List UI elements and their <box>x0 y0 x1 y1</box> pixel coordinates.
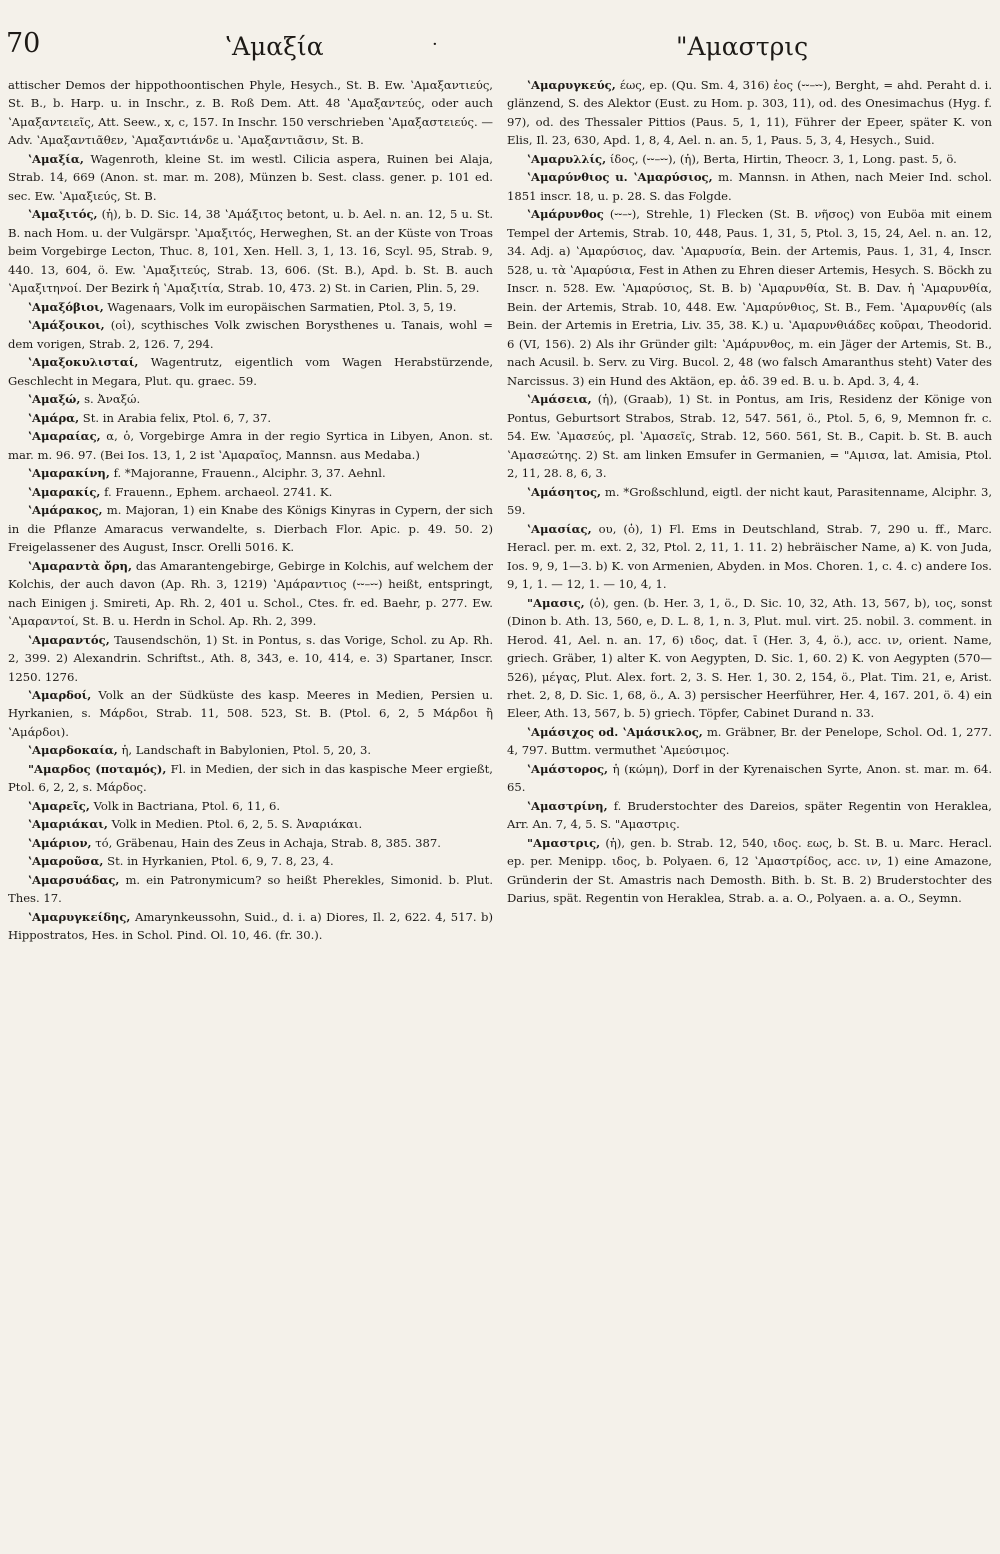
dictionary-entry <box>8 150 493 205</box>
entry-lemma: ʽΑμαραντὰ ὄρη, <box>28 558 132 573</box>
entry-text: s. Ἀναξώ. <box>84 392 141 407</box>
entry-text: (ἡ), (Graab), 1) St. in Pontus, am Iris, Residenz der Könige von Pontus, Geburtsort Strabos, Strab. 12, 547. 561, ö., Ptol. 5, 6, 9, Memnon fr. c. 54. Ew. ʽΑμασεύς, pl. ʽΑμασεῖς, Strab. 12, 560. 561, St. B., Capit. b. St. B. auch ʽΑμασεώτης. 2) St. am linken Emsufer in Germanien, = "Αμισα, lat. Amisia, Ptol. 2, 11, 28. 8, 6, 3. <box>507 392 992 481</box>
dictionary-entry <box>8 834 493 852</box>
dictionary-entry <box>8 353 493 390</box>
dictionary-entry <box>507 150 992 168</box>
dictionary-entry <box>8 871 493 908</box>
header-dot: · <box>432 34 438 55</box>
dictionary-entry <box>8 741 493 759</box>
entry-text: (⏑⏑–⏑), Strehle, 1) Flecken (St. B. νῆσος) von Euböa mit einem Tempel der Artemis, Strab. 10, 448, Paus. 1, 31, 5, Ptol. 3, 15, 24, Ael. n. an. 12, 34. Adj. a) ʽΑμαρύσιος, dav. ʽΑμαρυσία, Bein. der Artemis, Paus. 1, 31, 4, Inscr. 528, u. τὰ ʽΑμαρύσια, Fest in Athen zu Ehren dieser Artemis, Hesych. S. Böckh zu Inscr. n. 528. Ew. ʽΑμαρύσιος, St. B. b) ʽΑμαρυνθία, St. B. Dav. ἡ ʽΑμαρυνθία, Bein. der Artemis, Strab. 10, 448. Ew. ʽΑμαρύνθιος, St. B., Fem. ʽΑμαρυνθίς (als Bein. der Artemis in Eretria, Liv. 35, 38. K.) u. ʽΑμαρυνθιάδες κοῦραι, Theodorid. 6 (VI, 156). 2) Als ihr Gründer gilt: ʽΑμάρυνθος, m. ein Jäger der Artemis, St. B., nach Acusil. b. Serv. zu Virg. Bucol. 2, 48 (wo falsch Amaranthus steht) Vater des Narcissus. 3) ein Hund des Aktäon, ep. ἀδ. 39 ed. B. u. b. Apd. 3, 4, 4. <box>507 207 992 388</box>
entry-text: m. *Großschlund, eigtl. der nicht kaut, Parasitenname, Alciphr. 3, 59. <box>507 484 992 518</box>
entry-lemma: ʽΑμαρυγκείδης, <box>28 909 131 924</box>
dictionary-entry <box>8 686 493 741</box>
entry-lemma: ʽΑμαρδοί, <box>28 687 92 702</box>
dictionary-entry <box>507 760 992 797</box>
dictionary-entry <box>8 797 493 815</box>
entry-lemma: ʽΑμαξοκυλισταί, <box>28 355 139 370</box>
entry-lemma: ʽΑμαξόβιοι, <box>28 299 104 314</box>
entry-lemma: ʽΑμάξοικοι, <box>28 318 105 333</box>
entry-lemma: ʽΑμαρεῖς, <box>28 798 90 813</box>
entry-lemma: ʽΑμάσητος, <box>527 484 602 499</box>
entry-lemma: ʽΑμαρύνθιος u. ʽΑμαρύσιος, <box>527 170 713 185</box>
entry-lemma: ʽΑμαροῦσα, <box>28 854 104 869</box>
dictionary-entry <box>8 205 493 297</box>
entry-lemma: ʽΑμάρα, <box>28 410 80 425</box>
entry-text: Tausendschön, 1) St. in Pontus, s. das Vorige, Schol. zu Ap. Rh. 2, 399. 2) Alexandrin. Schriftst., Ath. 8, 343, e. 10, 414, e. 3) Spartaner, Inscr. 1250. 1276. <box>8 632 493 684</box>
entry-text: f. Bruderstochter des Dareios, später Regentin von Herakleа, Arr. An. 7, 4, 5. S. "Αμαστρις. <box>507 798 992 832</box>
entry-text: St. in Arabia felix, Ptol. 6, 7, 37. <box>82 410 272 425</box>
entry-lemma: ʽΑμαρδοκαία, <box>28 743 118 758</box>
entry-lemma: ʽΑμάστορος, <box>527 761 609 776</box>
dictionary-entry <box>507 723 992 760</box>
dictionary-entry <box>8 631 493 686</box>
entry-text: (ἡ), b. D. Sic. 14, 38 ʽΑμάξιτος betont, u. b. Ael. n. an. 12, 5 u. St. B. nach Hom. u. der Vulgärspr. ʽΑμαξιτός, Herweghen, St. an der Küste von Troas beim Vorgebirge Lecton, Thuc. 8, 101, Xen. Hell. 3, 1, 13. 16, Scyl. 95, Strab. 9, 440. 13, 604, ö. Ew. ʽΑμαξιτεύς, Strab. 13, 606. (St. B.), Apd. b. St. B. auch ʽΑμαξιτηνοί. Der Bezirk ἡ ʽΑμαξιτία, Strab. 10, 473. 2) St. in Carien, Plin. 5, 29. <box>8 207 493 296</box>
entry-lemma: ʽΑμάσεια, <box>527 392 592 407</box>
entry-text: ου, (ὁ), 1) Fl. Ems in Deutschland, Strab. 7, 290 u. ff., Marc. Heracl. per. m. ext. 2, 32, Ptol. 2, 11, 1. 11. 2) hebräischer Name, a) K. von Juda, Ios. 9, 9, 1—3. b) K. von Armenien, Abyden. in Mos. Choren. 1, c. 4. c) andere Ios. 9, 1, 1. — 12, 1. — 10, 4, 1. <box>507 521 992 592</box>
entry-text: Volk an der Südküste des kasp. Meeres in Medien, Persien u. Hyrkanien, s. Μάρδοι, Strab. 11, 508. 523, St. B. (Ptol. 6, 2, 5 Μάρδοι ἢ ʽΑμάρδοι). <box>8 687 493 739</box>
entry-text: Volk in Medien. Ptol. 6, 2, 5. S. Ἀναριάκαι. <box>111 817 363 832</box>
dictionary-entry <box>8 464 493 482</box>
dictionary-entry <box>507 797 992 834</box>
entry-lemma: ʽΑμάρακος, <box>28 503 103 518</box>
entry-text: ίδος, (⏑⏑–⏑⏑), (ἡ), Berta, Hirtin, Theocr. 3, 1, Long. past. 5, ö. <box>609 151 957 166</box>
dictionary-entry <box>507 594 992 723</box>
entry-text: Wagenaars, Volk im europäischen Sarmatien, Ptol. 3, 5, 19. <box>107 299 457 314</box>
entry-text: m. Gräbner, Br. der Penelope, Schol. Od. 1, 277. 4, 797. Buttm. vermuthet ʽΑμεύσιμος. <box>507 724 992 758</box>
dictionary-entry <box>8 390 493 408</box>
dictionary-entry <box>8 298 493 316</box>
entry-text: ἡ (κώμη), Dorf in der Kyrenaischen Syrte, Anon. st. mar. m. 64. 65. <box>507 761 992 795</box>
left-headword: ʽΑμαξία <box>224 32 324 61</box>
entry-lemma: ʽΑμαξία, <box>28 151 84 166</box>
entry-lemma: "Αμαρδος (ποταμός), <box>28 761 167 776</box>
entry-text: έως, ep. (Qu. Sm. 4, 316) ἑος (⏑⏑–⏑⏑), Berght, = ahd. Peraht d. i. glänzend, S. des Alektor (Eust. zu Hom. p. 303, 11), od. des Onesimachus (Hyg. f. 97), od. des Thessaler Pittios (Paus. 5, 1, 11), Führer der Epeer, später K. von Elis, Il. 23, 630, Apd. 1, 8, 4, Ael. n. an. 5, 1, Paus. 5, 3, 4, Hesych., Suid. <box>507 78 992 148</box>
entry-lemma: ʽΑμασίας, <box>527 521 592 536</box>
entry-text: α, ὁ, Vorgebirge Amra in der regio Syrtica in Libyen, Anon. st. mar. m. 96. 97. (Bei Ios. 13, 1, 2 ist ʽΑμαραῖος, Mannsn. aus Medaba.) <box>8 429 493 462</box>
dictionary-entry <box>8 316 493 353</box>
entry-lemma: ʽΑμαρακίς, <box>28 484 101 499</box>
entry-text: (οἱ), scythisches Volk zwischen Borysthenes u. Tanais, wohl = dem vorigen, Strab. 2, 126. 7, 294. <box>8 318 493 351</box>
dictionary-entry <box>8 852 493 870</box>
entry-lemma: "Αμαστρις, <box>527 835 601 850</box>
entry-text: Fl. in Medien, der sich in das kaspische Meer ergießt, Ptol. 6, 2, 2, s. Μάρδος. <box>8 761 493 795</box>
entry-lemma: ʽΑμαξιτός, <box>28 207 98 222</box>
dictionary-entry <box>507 168 992 205</box>
entry-text: m. Mannsn. in Athen, nach Meier Ind. schol. 1851 inscr. 18, u. p. 28. S. das Folgde. <box>507 170 992 203</box>
dictionary-entry <box>8 501 493 556</box>
entry-text: (ἡ), gen. b. Strab. 12, 540, ιδος. εως, b. St. B. u. Marc. Heracl. ep. per. Menipp. ιδος, b. Polyaen. 6, 12 ʽΑμαστρίδος, acc. ιν, 1) eine Amazone, Gründerin der St. Amastris nach Demosth. Bith. b. St. B. 2) Bruderstochter des Darius, spät. Regentin von Herakleа, Strab. a. a. O., Polyaen. a. a. O., Seymn. <box>507 835 992 906</box>
dictionary-entry <box>507 834 992 908</box>
entry-lemma: ʽΑμαραίας, <box>28 429 101 444</box>
entry-text: Volk in Bactriana, Ptol. 6, 11, 6. <box>93 798 281 813</box>
text-columns <box>8 76 992 1536</box>
dictionary-entry <box>507 205 992 390</box>
entry-text: f. *Majoranne, Frauenn., Alciphr. 3, 37. Aehnl. <box>113 466 386 481</box>
entry-lemma: ʽΑμαξώ, <box>28 392 81 407</box>
entry-lemma: ʽΑμαστρίνη, <box>527 798 608 813</box>
entry-text: St. in Hyrkanien, Ptol. 6, 9, 7. 8, 23, 4. <box>107 854 334 869</box>
entry-text: (ὁ), gen. (b. Her. 3, 1, ö., D. Sic. 10, 32, Ath. 13, 567, b), ιος, sonst (Dinon b. Ath. 13, 560, e, D. L. 8, 1, n. 3, Plut. mul. virt. 25. nobil. 3. comment. in Herod. 41, Ael. n. an. 17, 6) ιδος, dat. ῑ (Her. 3, 4, ö.), acc. ιν, orient. Name, griech. Gräber, 1) alter K. von Aegypten, D. Sic. 1, 60. 2) K. von Aegypten (570—526), μέγας, Plut. Alex. fort. 2, 3. S. Her. 1, 30. 2, 154, ö., Plat. Tim. 21, e, Arist. rhet. 2, 8, D. Sic. 1, 68, ö., A. 3) persischer Heerführer, Her. 4, 167. 201, ö. 4) ein Eleer, Ath. 13, 567, b. 5) griech. Töpfer, Cabinet Durand n. 33. <box>507 595 992 721</box>
dictionary-entry <box>8 76 493 150</box>
entry-lemma: ʽΑμαρακίνη, <box>28 466 110 481</box>
entry-text: attischer Demos der hippothoontischen Phyle, Hesych., St. B. Ew. ʽΑμαξαντιεύς, St. B., b. Harp. u. in Inschr., z. B. Roß Dem. Att. 48 ʽΑμαξαντεύς, oder auch ʽΑμαξαντειεῖς, Att. Seew., x, c, 157. In Inschr. 150 verschrieben ʽΑμαξαστειεύς. — Adv. ʽΑμαξαντιᾶθεν, ʽΑμαξαντιάνδε u. ʽΑμαξαντιᾶσιν, St. B. <box>8 78 493 148</box>
entry-lemma: ʽΑμαρυλλίς, <box>527 151 607 166</box>
entry-lemma: ʽΑμάριον, <box>28 835 92 850</box>
entry-lemma: ʽΑμάσιχος od. ʽΑμάσικλος, <box>527 724 703 739</box>
dictionary-entry <box>507 483 992 520</box>
entry-lemma: ʽΑμαραντός, <box>28 632 110 647</box>
dictionary-entry <box>8 815 493 833</box>
entry-text: ἡ, Landschaft in Babylonien, Ptol. 5, 20, 3. <box>121 743 372 758</box>
entry-text: τό, Gräbenau, Hain des Zeus in Achaja, Strab. 8, 385. 387. <box>95 835 441 850</box>
right-headword: "Αμαστρις <box>676 32 809 61</box>
entry-lemma: "Αμασις, <box>527 595 585 610</box>
entry-text: f. Frauenn., Ephem. archaeol. 2741. K. <box>104 484 333 499</box>
dictionary-entry <box>8 483 493 501</box>
entry-text: m. Majoran, 1) ein Knabe des Königs Kinyras in Cypern, der sich in die Pflanze Amaracus verwandelte, s. Dierbach Flor. Apic. p. 49. 50. 2) Freigelassener des August, Inscr. Orelli 5016. K. <box>8 503 493 555</box>
dictionary-entry <box>8 427 493 464</box>
right-column <box>507 76 992 1536</box>
dictionary-entry <box>8 409 493 427</box>
dictionary-entry <box>8 760 493 797</box>
page-number: 70 <box>6 28 41 59</box>
entry-lemma: ʽΑμαρυγκεύς, <box>527 78 616 92</box>
running-header <box>0 22 1000 66</box>
entry-text: Wagenroth, kleine St. im westl. Cilicia aspera, Ruinen bei Alaja, Strab. 14, 669 (Anon. st. mar. m. 208), Münzen b. Sest. class. gener. p. 101 ed. sec. Ew. ʽΑμαξιεύς, St. B. <box>8 151 493 203</box>
entry-lemma: ʽΑμάρυνθος <box>527 207 604 222</box>
dictionary-entry <box>507 76 992 150</box>
entry-text: das Amarantengebirge, Gebirge in Kolchis, auf welchem der Kolchis, der auch davon (Ap. Rh. 3, 1219) ʽΑμάραντιος (⏑⏑–⏑⏑) heißt, entspringt, nach Einigen j. Smireti, Ap. Rh. 2, 401 u. Schol., Ctes. fr. ed. Baehr, p. 277. Ew. ʽΑμαραντοί, St. B. u. Herdn in Schol. Ap. Rh. 2, 399. <box>8 558 493 629</box>
dictionary-entry <box>8 557 493 631</box>
entry-lemma: ʽΑμαρσυάδας, <box>28 872 120 887</box>
entry-text: Wagentrutz, eigentlich vom Wagen Herabstürzende, Geschlecht in Megara, Plut. qu. graec. 59. <box>8 355 493 388</box>
dictionary-entry <box>507 390 992 482</box>
entry-text: Amarynkeussohn, Suid., d. i. a) Diores, Il. 2, 622. 4, 517. b) Hippostratos, Hes. in Schol. Pind. Ol. 10, 46. (fr. 30.). <box>8 909 493 943</box>
entry-text: m. ein Patronymicum? so heißt Pherekles, Simonid. b. Plut. Thes. 17. <box>8 872 493 906</box>
dictionary-entry <box>8 908 493 945</box>
dictionary-entry <box>507 520 992 594</box>
entry-lemma: ʽΑμαριάκαι, <box>28 817 108 832</box>
left-column <box>8 76 493 1536</box>
